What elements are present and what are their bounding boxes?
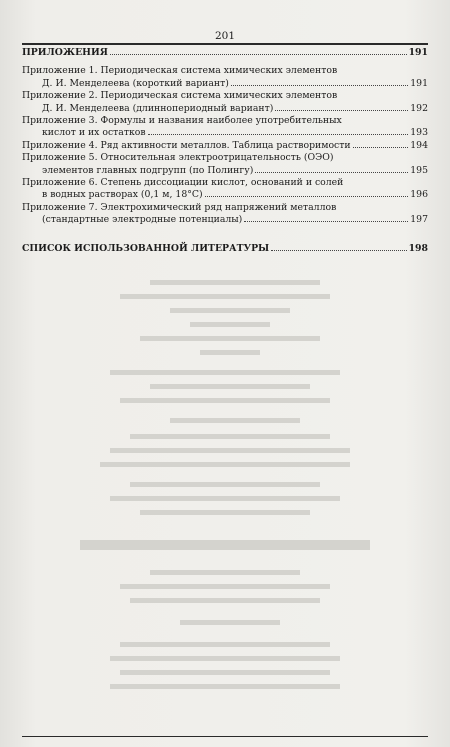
- toc-entry-line: Приложение 4. Ряд активности металлов. Таблица растворимости: [22, 139, 351, 151]
- toc-entry-line: Приложение 7. Электрохимический ряд напряжений металлов: [22, 201, 337, 213]
- toc-page-number: 191: [410, 77, 428, 89]
- leader-dots: [255, 172, 408, 173]
- toc-entry-appendix-1: [22, 65, 428, 90]
- toc-section-title: СПИСОК ИСПОЛЬЗОВАННОЙ ЛИТЕРАТУРЫ: [22, 242, 270, 254]
- toc-page-number: 196: [410, 189, 428, 201]
- toc-entry-line: Приложение 6. Степень диссоциации кислот, оснований и солей: [22, 177, 344, 189]
- leader-dots: [205, 196, 409, 197]
- table-of-contents: [22, 44, 428, 255]
- toc-page-number: 194: [410, 139, 428, 151]
- leader-dots: [275, 110, 408, 111]
- leader-dots: [110, 54, 407, 55]
- toc-section-appendices: [22, 47, 428, 59]
- toc-page-number: 198: [408, 242, 428, 254]
- toc-entry-appendix-6: [22, 177, 428, 202]
- toc-entry-appendix-4: [22, 140, 428, 152]
- show-through-texture: [0, 270, 450, 710]
- toc-page-number: 195: [410, 164, 428, 176]
- toc-page-number: 193: [410, 127, 428, 139]
- toc-page-number: 197: [410, 214, 428, 226]
- leader-dots: [231, 85, 408, 86]
- leader-dots: [148, 134, 409, 135]
- toc-section-references: [22, 243, 428, 255]
- toc-entry-line: Приложение 1. Периодическая система химических элементов: [22, 65, 338, 77]
- bottom-rule: [22, 736, 428, 737]
- toc-entry-line: Д. И. Менделеева (короткий вариант): [42, 77, 229, 89]
- leader-dots: [271, 250, 406, 251]
- leader-dots: [353, 147, 409, 148]
- toc-entry-line: Приложение 5. Относительная электроотрицательность (ОЭО): [22, 152, 334, 164]
- toc-section-title: ПРИЛОЖЕНИЯ: [22, 47, 108, 58]
- page-number: 201: [214, 30, 236, 42]
- toc-entry-appendix-2: [22, 90, 428, 115]
- toc-page-number: 192: [410, 102, 428, 114]
- toc-entry-line: Приложение 2. Периодическая система химических элементов: [22, 90, 338, 102]
- toc-entry-appendix-7: [22, 202, 428, 227]
- toc-entry-appendix-3: [22, 115, 428, 140]
- toc-entry-appendix-5: [22, 152, 428, 177]
- toc-entry-line: Д. И. Менделеева (длиннопериодный вариант): [42, 102, 274, 114]
- toc-entry-line: (стандартные электродные потенциалы): [42, 214, 243, 226]
- leader-dots: [244, 221, 408, 222]
- toc-entry-line: Приложение 3. Формулы и названия наиболее употребительных: [22, 115, 342, 127]
- toc-page-number: 191: [408, 47, 428, 58]
- toc-entry-line: элементов главных подгрупп (по Полингу): [42, 164, 254, 176]
- toc-entry-line: в водных растворах (0,1 м, 18°С): [42, 189, 203, 201]
- toc-entry-line: кислот и их остатков: [42, 127, 146, 139]
